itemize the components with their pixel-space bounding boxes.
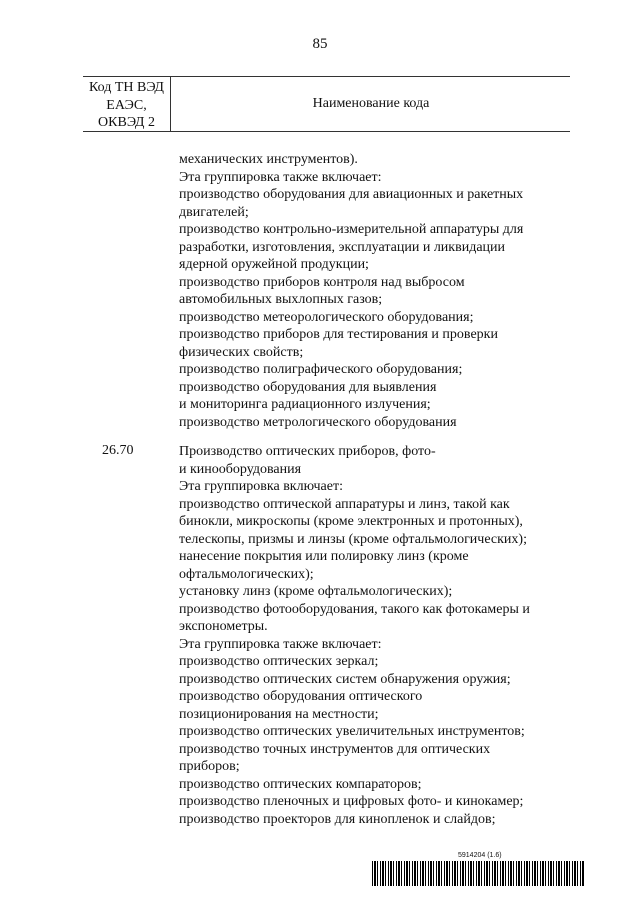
text-line: механических инструментов).	[179, 152, 358, 167]
document-barcode	[372, 852, 585, 888]
barcode-label: 5914204 (1.6)	[458, 852, 502, 859]
text-line: производство контрольно-измерительной аппаратуры для	[179, 222, 524, 237]
text-line: производство оптических зеркал;	[179, 654, 379, 669]
text-line: производство приборов для тестирования и проверки	[179, 327, 498, 342]
text-line: телескопы, призмы и линзы (кроме офтальмологических);	[179, 531, 527, 547]
text-line: офтальмологических);	[179, 566, 314, 582]
text-line: производство полиграфического оборудования;	[179, 362, 463, 377]
text-line: Эта группировка также включает:	[179, 636, 382, 652]
text-line: установку линз (кроме офтальмологических);	[179, 584, 453, 599]
text-line: производство точных инструментов для оптических	[179, 741, 491, 757]
text-line: экспонометры.	[179, 619, 268, 634]
text-line: производство метрологического оборудования	[179, 414, 457, 430]
text-line: и мониторинга радиационного излучения;	[179, 397, 431, 412]
text-line: Эта группировка включает:	[179, 479, 343, 494]
text-line: производство приборов контроля над выбросом	[179, 274, 465, 290]
text-line: бинокли, микроскопы (кроме электронных и протонных),	[179, 514, 523, 529]
text-line: разработки, изготовления, эксплуатации и ликвидации	[179, 239, 506, 255]
continued-description	[179, 151, 574, 431]
text-line: производство оптической аппаратуры и линз, такой как	[179, 496, 510, 512]
text-line: производство фотооборудования, такого как фотокамеры и	[179, 601, 530, 617]
text-line: автомобильных выхлопных газов;	[179, 292, 383, 307]
text-line: приборов;	[179, 759, 240, 774]
text-line: производство оборудования для авиационных и ракетных	[179, 187, 524, 202]
text-line: физических свойств;	[179, 344, 304, 360]
header-code-column	[83, 77, 171, 131]
text-line: Эта группировка также включает:	[179, 169, 382, 185]
header-code-line: ОКВЭД 2	[98, 115, 155, 130]
text-line: позиционирования на местности;	[179, 706, 379, 722]
barcode-icon	[372, 861, 585, 886]
entry-description	[179, 443, 574, 828]
text-line: производство оптических увеличительных инструментов;	[179, 724, 525, 739]
header-name-column: Наименование кода	[312, 96, 430, 111]
page-number: 85	[312, 36, 328, 52]
text-line: двигателей;	[179, 204, 249, 220]
entry-code: 26.70	[102, 443, 134, 458]
entry-title-line: Производство оптических приборов, фото-	[179, 444, 436, 459]
text-line: производство пленочных и цифровых фото- и кинокамер;	[179, 794, 524, 809]
text-line: производство оборудования для выявления	[179, 379, 437, 395]
text-line: производство оборудования оптического	[179, 689, 423, 704]
entry-title-line: и кинооборудования	[179, 461, 302, 477]
text-line: производство проекторов для кинопленок и слайдов;	[179, 811, 496, 827]
header-code-line: Код ТН ВЭД	[89, 80, 164, 95]
table-header	[83, 76, 570, 132]
text-line: производство оптических систем обнаружения оружия;	[179, 671, 511, 687]
text-line: производство оптических компараторов;	[179, 776, 422, 792]
text-line: производство метеорологического оборудования;	[179, 309, 474, 325]
text-line: нанесение покрытия или полировку линз (кроме	[179, 549, 469, 564]
text-line: ядерной оружейной продукции;	[179, 257, 369, 272]
header-code-line: ЕАЭС,	[106, 97, 147, 113]
